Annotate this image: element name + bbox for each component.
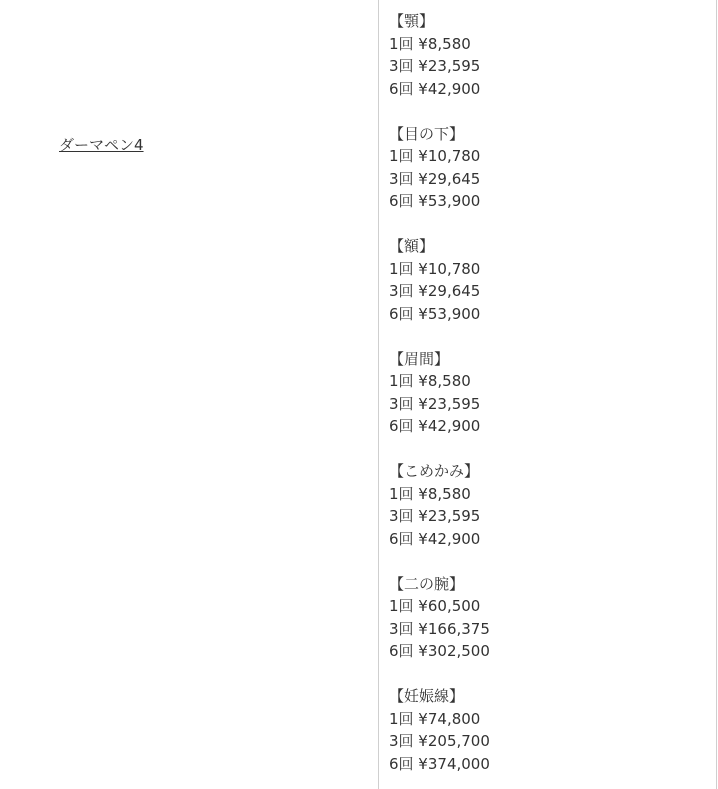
price-section-chin bbox=[389, 10, 709, 123]
price-line: 6回 ¥42,900 bbox=[389, 79, 481, 98]
price-line: 3回 ¥23,595 bbox=[389, 394, 481, 413]
product-name-link[interactable]: ダーマペン4 bbox=[59, 136, 144, 154]
price-section-glabella bbox=[389, 348, 709, 461]
price-section-stretch-marks bbox=[389, 685, 709, 775]
price-line: 3回 ¥29,645 bbox=[389, 169, 481, 188]
section-spacer bbox=[389, 438, 709, 461]
section-title: 【顎】 bbox=[389, 12, 435, 30]
price-line: 6回 ¥42,900 bbox=[389, 417, 481, 435]
price-line: 1回 ¥8,580 bbox=[389, 372, 471, 390]
price-line: 6回 ¥53,900 bbox=[389, 192, 481, 210]
section-title: 【額】 bbox=[389, 237, 435, 255]
section-title: 【妊娠線】 bbox=[389, 687, 465, 705]
price-line: 6回 ¥374,000 bbox=[389, 754, 490, 773]
price-line: 1回 ¥10,780 bbox=[389, 259, 481, 278]
section-spacer bbox=[389, 100, 709, 123]
price-list-cell bbox=[389, 10, 709, 775]
section-spacer bbox=[389, 213, 709, 236]
price-line: 6回 ¥42,900 bbox=[389, 529, 481, 548]
section-title: 【目の下】 bbox=[389, 124, 465, 143]
section-title: 【こめかみ】 bbox=[389, 462, 480, 480]
price-line: 1回 ¥74,800 bbox=[389, 709, 481, 728]
column-divider bbox=[378, 0, 379, 789]
price-section-upper-arm bbox=[389, 573, 709, 686]
price-line: 3回 ¥29,645 bbox=[389, 282, 481, 300]
price-line: 1回 ¥60,500 bbox=[389, 597, 481, 615]
price-section-forehead bbox=[389, 235, 709, 348]
price-line: 3回 ¥205,700 bbox=[389, 732, 490, 750]
section-spacer bbox=[389, 663, 709, 686]
price-line: 3回 ¥23,595 bbox=[389, 507, 481, 525]
price-line: 3回 ¥166,375 bbox=[389, 619, 490, 638]
section-title: 【眉間】 bbox=[389, 349, 450, 368]
price-line: 1回 ¥8,580 bbox=[389, 34, 471, 53]
section-spacer bbox=[389, 550, 709, 573]
price-section-temple bbox=[389, 460, 709, 573]
table-right-border bbox=[716, 0, 717, 789]
price-line: 1回 ¥10,780 bbox=[389, 147, 481, 165]
price-line: 3回 ¥23,595 bbox=[389, 57, 481, 75]
section-title: 【二の腕】 bbox=[389, 574, 465, 593]
price-line: 6回 ¥53,900 bbox=[389, 304, 481, 323]
price-section-under-eye bbox=[389, 123, 709, 236]
section-spacer bbox=[389, 325, 709, 348]
price-line: 6回 ¥302,500 bbox=[389, 642, 490, 660]
price-line: 1回 ¥8,580 bbox=[389, 484, 471, 503]
